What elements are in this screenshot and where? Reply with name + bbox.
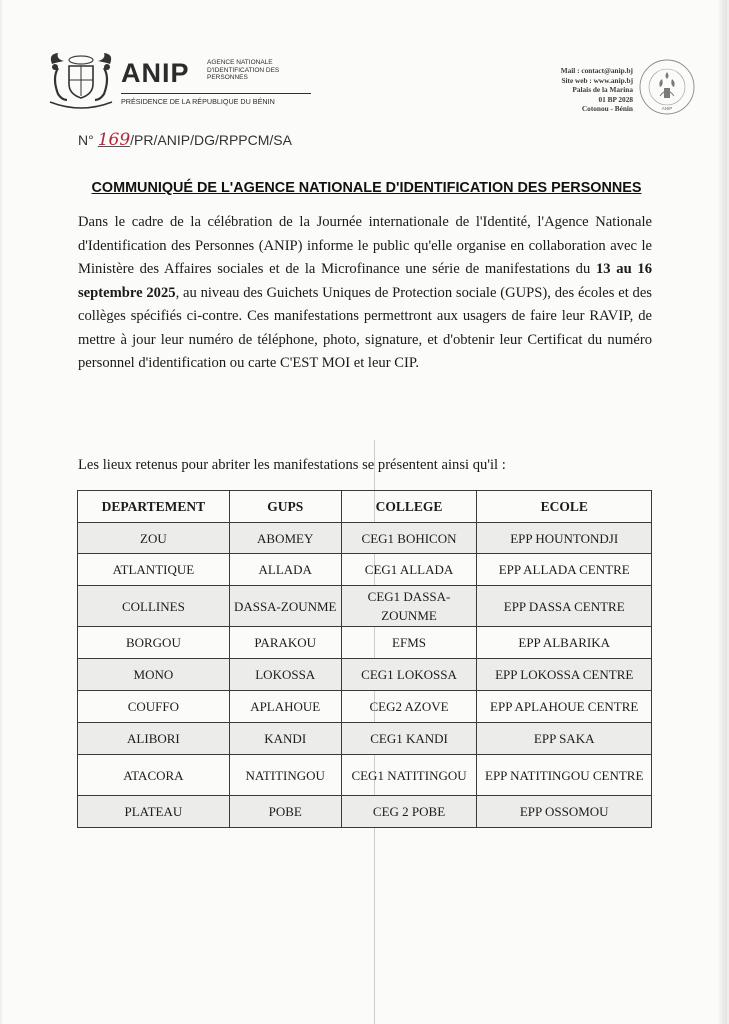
cell-ecole: EPP LOKOSSA CENTRE bbox=[477, 659, 652, 691]
cell-departement: ATLANTIQUE bbox=[78, 554, 230, 586]
agency-name-block bbox=[207, 59, 327, 82]
cell-college: CEG1 ALLADA bbox=[341, 554, 477, 586]
cell-gups: ALLADA bbox=[229, 554, 341, 586]
cell-departement: BORGOU bbox=[78, 627, 230, 659]
reference-suffix: /PR/ANIP/DG/RPPCM/SA bbox=[130, 132, 292, 148]
cell-college: EFMS bbox=[341, 627, 477, 659]
cell-ecole: EPP OSSOMOU bbox=[477, 796, 652, 828]
cell-college: CEG1 BOHICON bbox=[341, 523, 477, 554]
table-row bbox=[78, 523, 652, 554]
agency-line-1: AGENCE NATIONALE bbox=[207, 59, 273, 66]
seal-center-label: ANIP bbox=[661, 106, 673, 111]
cell-ecole: EPP SAKA bbox=[477, 723, 652, 755]
cell-departement: COLLINES bbox=[78, 586, 230, 627]
reference-number bbox=[78, 130, 292, 150]
cell-departement: ALIBORI bbox=[78, 723, 230, 755]
presidency-line: PRÉSIDENCE DE LA RÉPUBLIQUE DU BÉNIN bbox=[121, 97, 275, 106]
header-college: COLLEGE bbox=[341, 491, 477, 523]
table-header-row bbox=[78, 491, 652, 523]
coat-of-arms-icon bbox=[46, 50, 116, 112]
cell-college: CEG1 LOKOSSA bbox=[341, 659, 477, 691]
header-gups: GUPS bbox=[229, 491, 341, 523]
body-paragraph bbox=[78, 211, 652, 376]
body-dates: 13 au 16 septembre 2025 bbox=[78, 261, 652, 301]
table-row bbox=[78, 723, 652, 755]
venues-table bbox=[77, 490, 652, 828]
cell-ecole: EPP ALLADA CENTRE bbox=[477, 554, 652, 586]
cell-gups: APLAHOUE bbox=[229, 691, 341, 723]
contact-po-box: 01 BP 2028 bbox=[598, 94, 633, 104]
page-edge-shadow bbox=[717, 0, 727, 1024]
cell-ecole: EPP APLAHOUE CENTRE bbox=[477, 691, 652, 723]
cell-college: CEG1 DASSA-ZOUNME bbox=[341, 586, 477, 627]
contact-city: Cotonou - Bénin bbox=[581, 104, 633, 114]
table-row bbox=[78, 659, 652, 691]
cell-college: CEG1 KANDI bbox=[341, 723, 477, 755]
cell-gups: PARAKOU bbox=[229, 627, 341, 659]
cell-departement: PLATEAU bbox=[78, 796, 230, 828]
cell-departement: COUFFO bbox=[78, 691, 230, 723]
table-row bbox=[78, 586, 652, 627]
header-departement: DEPARTEMENT bbox=[78, 491, 230, 523]
table-intro-text: Les lieux retenus pour abriter les manifestations se présentent ainsi qu'il : bbox=[78, 457, 506, 473]
table-row bbox=[78, 796, 652, 828]
contact-website: Site web : www.anip.bj bbox=[561, 75, 633, 85]
cell-college: CEG 2 POBE bbox=[341, 796, 477, 828]
cell-ecole: EPP HOUNTONDJI bbox=[477, 523, 652, 554]
table-row bbox=[78, 755, 652, 796]
cell-gups: LOKOSSA bbox=[229, 659, 341, 691]
cell-ecole: EPP DASSA CENTRE bbox=[477, 586, 652, 627]
document-page bbox=[2, 0, 727, 1024]
contact-address: Palais de la Marina bbox=[572, 85, 633, 95]
official-seal-icon bbox=[638, 58, 696, 116]
reference-handwritten-number: 169 bbox=[97, 130, 131, 150]
cell-ecole: EPP ALBARIKA bbox=[477, 627, 652, 659]
body-text-part2: , au niveau des Guichets Uniques de Protection sociale (GUPS), des écoles et des collèges spécifiés ci-contre. Ces manifestations permettront aux usagers de faire leur RAVIP, de mettre à jour leur numéro de téléphone, photo, signature, et d'obtenir leur Certificat du numéro personnel d'identification ou carte C'EST MOI et leur CIP. bbox=[78, 284, 652, 371]
reference-prefix: N° bbox=[78, 132, 94, 148]
cell-ecole: EPP NATITINGOU CENTRE bbox=[477, 755, 652, 796]
anip-logo-text: ANIP bbox=[121, 58, 190, 88]
body-text-part1: Dans le cadre de la célébration de la Journée internationale de l'Identité, l'Agence Nationale d'Identification des Personnes (ANIP) informe le public qu'elle organise en collaboration avec le Ministère des Affaires sociales et de la Microfinance une série de manifestations du bbox=[78, 214, 652, 277]
contact-block bbox=[517, 66, 633, 114]
header-divider bbox=[121, 93, 311, 94]
cell-departement: ATACORA bbox=[78, 755, 230, 796]
cell-college: CEG1 NATITINGOU bbox=[341, 755, 477, 796]
table-row bbox=[78, 691, 652, 723]
cell-gups: KANDI bbox=[229, 723, 341, 755]
cell-gups: POBE bbox=[229, 796, 341, 828]
cell-departement: MONO bbox=[78, 659, 230, 691]
table-row bbox=[78, 627, 652, 659]
cell-gups: ABOMEY bbox=[229, 523, 341, 554]
page-title: COMMUNIQUÉ DE L'AGENCE NATIONALE D'IDENTIFICATION DES PERSONNES bbox=[91, 180, 642, 196]
header-ecole: ECOLE bbox=[477, 491, 652, 523]
agency-line-2: D'IDENTIFICATION DES bbox=[207, 66, 280, 74]
agency-line-3: PERSONNES bbox=[207, 74, 248, 81]
table-row bbox=[78, 554, 652, 586]
cell-college: CEG2 AZOVE bbox=[341, 691, 477, 723]
cell-departement: ZOU bbox=[78, 523, 230, 554]
contact-mail: Mail : contact@anip.bj bbox=[560, 66, 633, 75]
cell-gups: DASSA-ZOUNME bbox=[229, 586, 341, 627]
cell-gups: NATITINGOU bbox=[229, 755, 341, 796]
